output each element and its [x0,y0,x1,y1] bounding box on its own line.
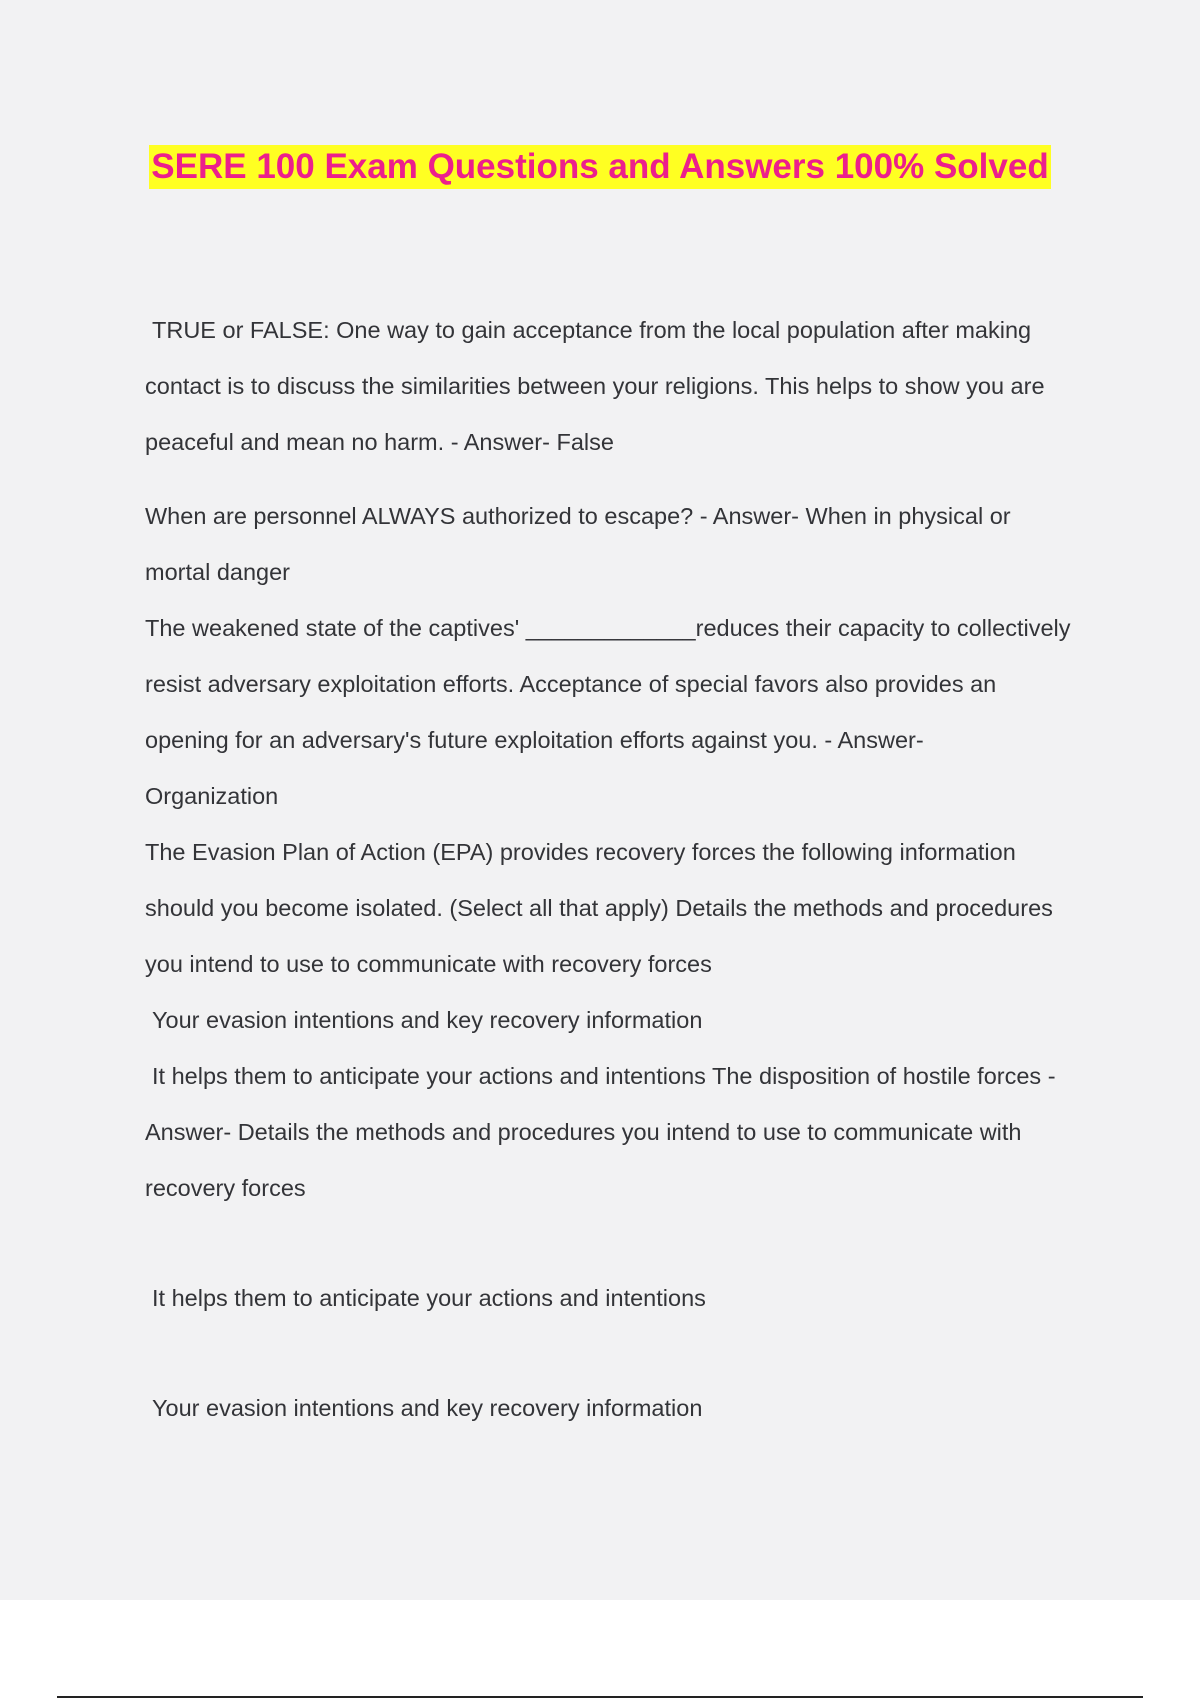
text-line: peaceful and mean no harm. - Answer- False [145,429,614,455]
spacer [145,1216,1085,1270]
qa-item-2 [145,488,1085,600]
footer-rule [57,1696,1143,1698]
document-title: SERE 100 Exam Questions and Answers 100% Solved [149,145,1050,189]
text-line: contact is to discuss the similarities between your religions. This helps to show you are [145,373,1045,399]
text-line: Your evasion intentions and key recovery information [152,1007,703,1033]
text-line: Organization [145,783,279,809]
text-line: you intend to use to communicate with recovery forces [145,951,712,977]
text-line: should you become isolated. (Select all that apply) Details the methods and procedures [145,895,1053,921]
text-line: recovery forces [145,1175,306,1201]
text-line: Your evasion intentions and key recovery information [152,1395,703,1421]
qa-item-4 [145,824,1085,1216]
text-line: TRUE or FALSE: One way to gain acceptance from the local population after making [152,317,1032,343]
text-line: The Evasion Plan of Action (EPA) provides recovery forces the following information [145,839,1016,865]
text-line: Answer- Details the methods and procedures you intend to use to communicate with [145,1119,1022,1145]
qa-item-1 [145,302,1085,470]
text-line: It helps them to anticipate your actions and intentions [152,1285,706,1311]
spacer [145,470,1085,488]
title-container [0,145,1200,189]
spacer [145,1326,1085,1380]
text-line: opening for an adversary's future exploitation efforts against you. - Answer- [145,727,924,753]
extra-line-1 [145,1270,1085,1326]
text-line: mortal danger [145,559,290,585]
text-line: resist adversary exploitation efforts. Acceptance of special favors also provides an [145,671,997,697]
extra-line-2 [145,1380,1085,1436]
qa-content [145,302,1085,1436]
text-line: It helps them to anticipate your actions and intentions The disposition of hostile forces - [152,1063,1056,1089]
qa-item-3 [145,600,1085,824]
text-line: When are personnel ALWAYS authorized to escape? - Answer- When in physical or [145,503,1011,529]
text-line: The weakened state of the captives' _____________reduces their capacity to collectively [145,615,1071,641]
